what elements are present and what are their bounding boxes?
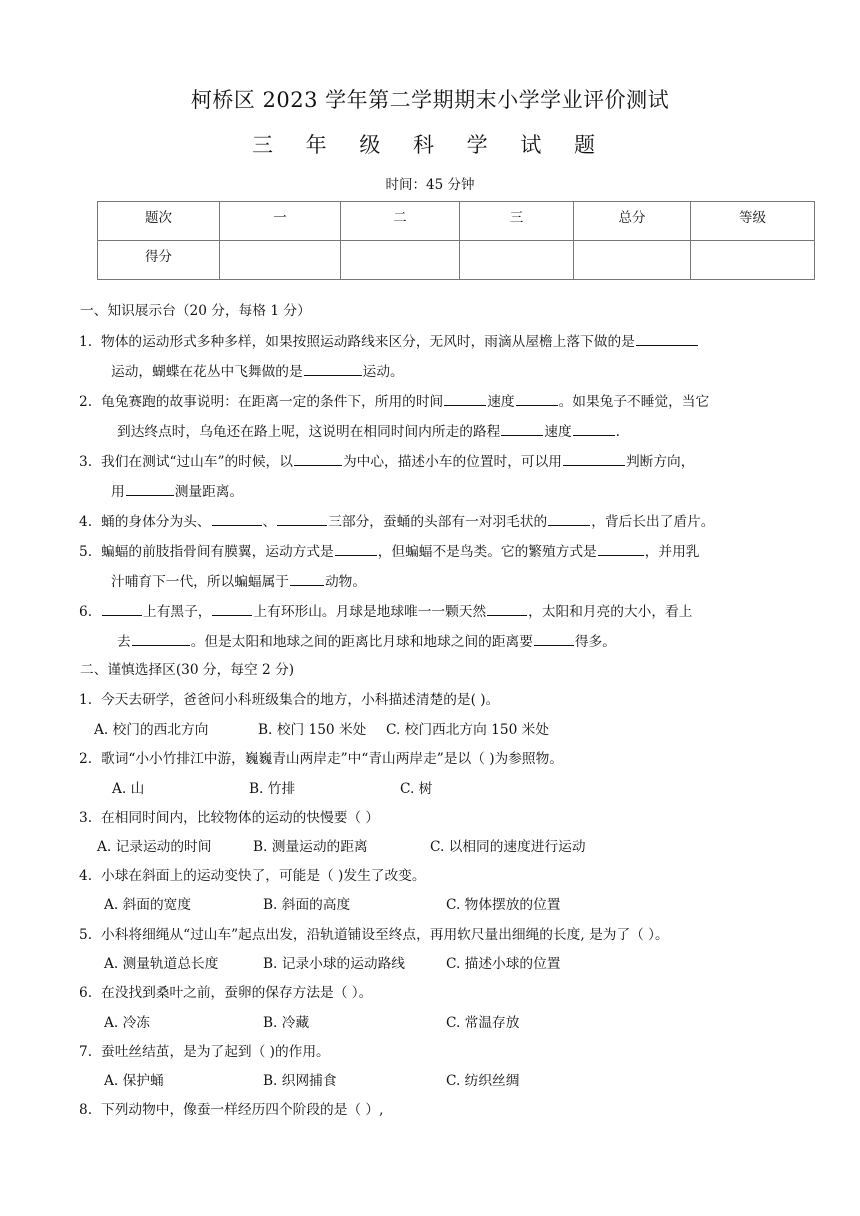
- answer-blank[interactable]: [294, 451, 342, 466]
- question-number: 7.: [79, 1044, 93, 1060]
- answer-blank[interactable]: [212, 601, 252, 616]
- option-a[interactable]: A. 记录运动的时间: [97, 839, 212, 855]
- s2-question: [79, 808, 379, 828]
- answer-blank[interactable]: [573, 421, 615, 436]
- s2-options: [0, 837, 860, 857]
- option-a[interactable]: A. 斜面的宽度: [104, 897, 192, 913]
- option-b[interactable]: B. 冷藏: [263, 1015, 310, 1031]
- question-text: 小球在斜面上的运动变快了，可能是（ )发生了改变。: [101, 868, 426, 884]
- question-number: 4.: [79, 868, 93, 884]
- option-c[interactable]: C. 物体摆放的位置: [446, 897, 561, 913]
- score-cell[interactable]: [220, 241, 341, 280]
- option-b[interactable]: B. 校门 150 米处: [258, 722, 367, 738]
- question-text: ，但蝙蝠不是鸟类。它的繁殖方式是: [377, 544, 597, 560]
- question-text: 用: [111, 484, 125, 500]
- s1-q5-line2: [111, 571, 366, 592]
- s2-options: [0, 1071, 860, 1091]
- answer-blank[interactable]: [487, 601, 527, 616]
- s1-q1-line1: [79, 331, 699, 352]
- score-header-cell: 总分: [574, 202, 691, 241]
- question-number: 5.: [79, 927, 93, 943]
- answer-blank[interactable]: [444, 391, 486, 406]
- question-text: 判断方向，: [625, 454, 695, 470]
- s2-question: [79, 690, 499, 710]
- question-text: 为中心，描述小车的位置时，可以用: [342, 454, 562, 470]
- answer-blank[interactable]: [102, 601, 142, 616]
- score-cell[interactable]: [691, 241, 815, 280]
- s1-q4-line1: [79, 511, 714, 532]
- answer-blank[interactable]: [212, 511, 262, 526]
- option-b[interactable]: B. 记录小球的运动路线: [263, 956, 405, 972]
- question-text: 到达终点时，乌龟还在路上呢，这说明在相同时间内所走的路程: [117, 424, 501, 440]
- question-number: 1.: [79, 692, 93, 708]
- score-header-cell: 等级: [691, 202, 815, 241]
- question-text: 在没找到桑叶之前，蚕卵的保存方法是（ ）。: [101, 985, 373, 1001]
- exam-time: 时间：45 分钟: [385, 177, 475, 193]
- score-table-row: [98, 241, 815, 280]
- option-a[interactable]: A. 山: [112, 781, 145, 797]
- question-text: 龟兔赛跑的故事说明：在距离一定的条件下，所用的时间: [101, 394, 444, 410]
- option-c[interactable]: C. 纺织丝绸: [446, 1073, 520, 1089]
- option-c[interactable]: C. 常温存放: [446, 1015, 520, 1031]
- s2-options: [0, 720, 860, 740]
- score-header-cell: 题次: [98, 202, 220, 241]
- option-b[interactable]: B. 织网捕食: [263, 1073, 337, 1089]
- answer-blank[interactable]: [563, 451, 625, 466]
- option-a[interactable]: A. 校门的西北方向: [94, 722, 209, 738]
- question-text: 我们在测试“过山车”的时候，以: [101, 454, 293, 470]
- answer-blank[interactable]: [501, 421, 543, 436]
- score-cell[interactable]: [341, 241, 460, 280]
- score-row-label: 得分: [98, 241, 220, 280]
- question-text: 小科将细绳从“过山车”起点出发，沿轨道铺设至终点，再用软尺量出细绳的长度, 是为了（ ）。: [101, 927, 669, 943]
- option-a[interactable]: A. 测量轨道总长度: [104, 956, 219, 972]
- answer-blank[interactable]: [516, 391, 558, 406]
- section2-heading: 二、谨慎选择区(30 分，每空 2 分): [80, 662, 295, 678]
- score-header-cell: 三: [460, 202, 574, 241]
- question-number: 3.: [79, 454, 93, 470]
- s1-q3-line2: [111, 481, 243, 502]
- question-text: 运动。: [362, 364, 404, 380]
- answer-blank[interactable]: [335, 541, 377, 556]
- question-text: ，并用乳: [644, 544, 700, 560]
- exam-title: 柯桥区 2023 学年第二学期期末小学学业评价测试: [190, 88, 670, 112]
- question-text: 上有黑子，: [143, 604, 212, 620]
- score-cell[interactable]: [574, 241, 691, 280]
- question-text: 。如果兔子不睡觉，当它: [558, 394, 710, 410]
- s1-q2-line1: [79, 391, 709, 412]
- question-text: 动物。: [324, 574, 367, 590]
- option-c[interactable]: C. 树: [400, 781, 433, 797]
- question-text: 运动，蝴蝶在花丛中飞舞做的是: [111, 364, 303, 380]
- question-text: 上有环形山。月球是地球唯一一颗天然: [253, 604, 487, 620]
- question-text: 在相同时间内，比较物体的运动的快慢要（ ）: [101, 810, 380, 826]
- question-text: 蚕吐丝结茧，是为了起到（ )的作用。: [101, 1044, 330, 1060]
- answer-blank[interactable]: [598, 541, 644, 556]
- question-text: 速度: [544, 424, 572, 440]
- answer-blank[interactable]: [290, 571, 324, 586]
- score-table: [97, 201, 815, 280]
- option-b[interactable]: B. 测量运动的距离: [253, 839, 368, 855]
- s2-question: [79, 1100, 383, 1120]
- section1-heading: 一、知识展示台（20 分，每格 1 分）: [80, 303, 311, 319]
- s1-q3-line1: [79, 451, 694, 472]
- question-text: 测量距离。: [174, 484, 244, 500]
- score-table-header-row: [98, 202, 815, 241]
- answer-blank[interactable]: [534, 631, 574, 646]
- question-text: 速度: [487, 394, 515, 410]
- question-text: 汁哺育下一代，所以蝙蝠属于: [111, 574, 289, 590]
- question-text: .: [615, 424, 621, 440]
- question-text: 歌词“小小竹排江中游，巍巍青山两岸走”中“青山两岸走”是以（ )为参照物。: [101, 751, 563, 767]
- s2-question: [79, 925, 669, 945]
- s1-q1-line2: [111, 361, 404, 382]
- s2-options: [0, 895, 860, 915]
- s2-question: [79, 749, 563, 769]
- s1-q6-line1: [79, 601, 692, 622]
- answer-blank[interactable]: [548, 511, 590, 526]
- question-text: 去: [117, 634, 131, 650]
- question-text: 物体的运动形式多种多样，如果按照运动路线来区分，无风时，雨滴从屋檐上落下做的是: [101, 334, 635, 350]
- score-cell[interactable]: [460, 241, 574, 280]
- answer-blank[interactable]: [636, 331, 698, 346]
- option-c[interactable]: C. 以相同的速度进行运动: [430, 839, 586, 855]
- answer-blank[interactable]: [132, 631, 190, 646]
- option-c[interactable]: C. 描述小球的位置: [446, 956, 561, 972]
- answer-blank[interactable]: [126, 481, 174, 496]
- question-text: 。但是太阳和地球之间的距离比月球和地球之间的距离要: [190, 634, 533, 650]
- exam-subtitle: 三 年 级 科 学 试 题: [251, 133, 609, 157]
- question-text: 蛹的身体分为头、: [101, 514, 211, 530]
- option-c[interactable]: C. 校门西北方向 150 米处: [386, 722, 550, 738]
- s2-question: [79, 866, 426, 886]
- option-a[interactable]: A. 保护蛹: [104, 1073, 164, 1089]
- question-number: 8.: [79, 1102, 93, 1118]
- s2-options: [0, 1013, 860, 1033]
- question-number: 6.: [79, 985, 93, 1001]
- answer-blank[interactable]: [304, 361, 362, 376]
- question-number: 4.: [79, 514, 93, 530]
- score-header-cell: 一: [220, 202, 341, 241]
- option-b[interactable]: B. 竹排: [249, 781, 296, 797]
- option-b[interactable]: B. 斜面的高度: [263, 897, 351, 913]
- question-text: ，太阳和月亮的大小，看上: [528, 604, 693, 620]
- s2-options: [0, 779, 860, 799]
- question-text: ，背后长出了盾片。: [591, 514, 715, 530]
- question-number: 2.: [79, 751, 93, 767]
- s2-question: [79, 1042, 330, 1062]
- s1-q2-line2: [117, 421, 620, 442]
- answer-blank[interactable]: [277, 511, 327, 526]
- s1-q5-line1: [79, 541, 699, 562]
- option-a[interactable]: A. 冷冻: [104, 1015, 150, 1031]
- s1-q6-line2: [117, 631, 616, 652]
- question-text: 、: [262, 514, 277, 530]
- score-header-cell: 二: [341, 202, 460, 241]
- question-number: 3.: [79, 810, 93, 826]
- question-text: 下列动物中，像蚕一样经历四个阶段的是（ ）,: [101, 1102, 384, 1118]
- question-text: 今天去研学，爸爸问小科班级集合的地方，小科描述清楚的是( )。: [101, 692, 500, 708]
- question-text: 得多。: [574, 634, 616, 650]
- question-number: 2.: [79, 394, 93, 410]
- question-number: 1.: [79, 334, 93, 350]
- s2-options: [0, 954, 860, 974]
- question-number: 5.: [79, 544, 93, 560]
- question-number: 6.: [79, 604, 93, 620]
- s2-question: [79, 983, 372, 1003]
- question-text: 三部分，蚕蛹的头部有一对羽毛状的: [328, 514, 548, 530]
- question-text: 蝙蝠的前肢指骨间有膜翼，运动方式是: [101, 544, 334, 560]
